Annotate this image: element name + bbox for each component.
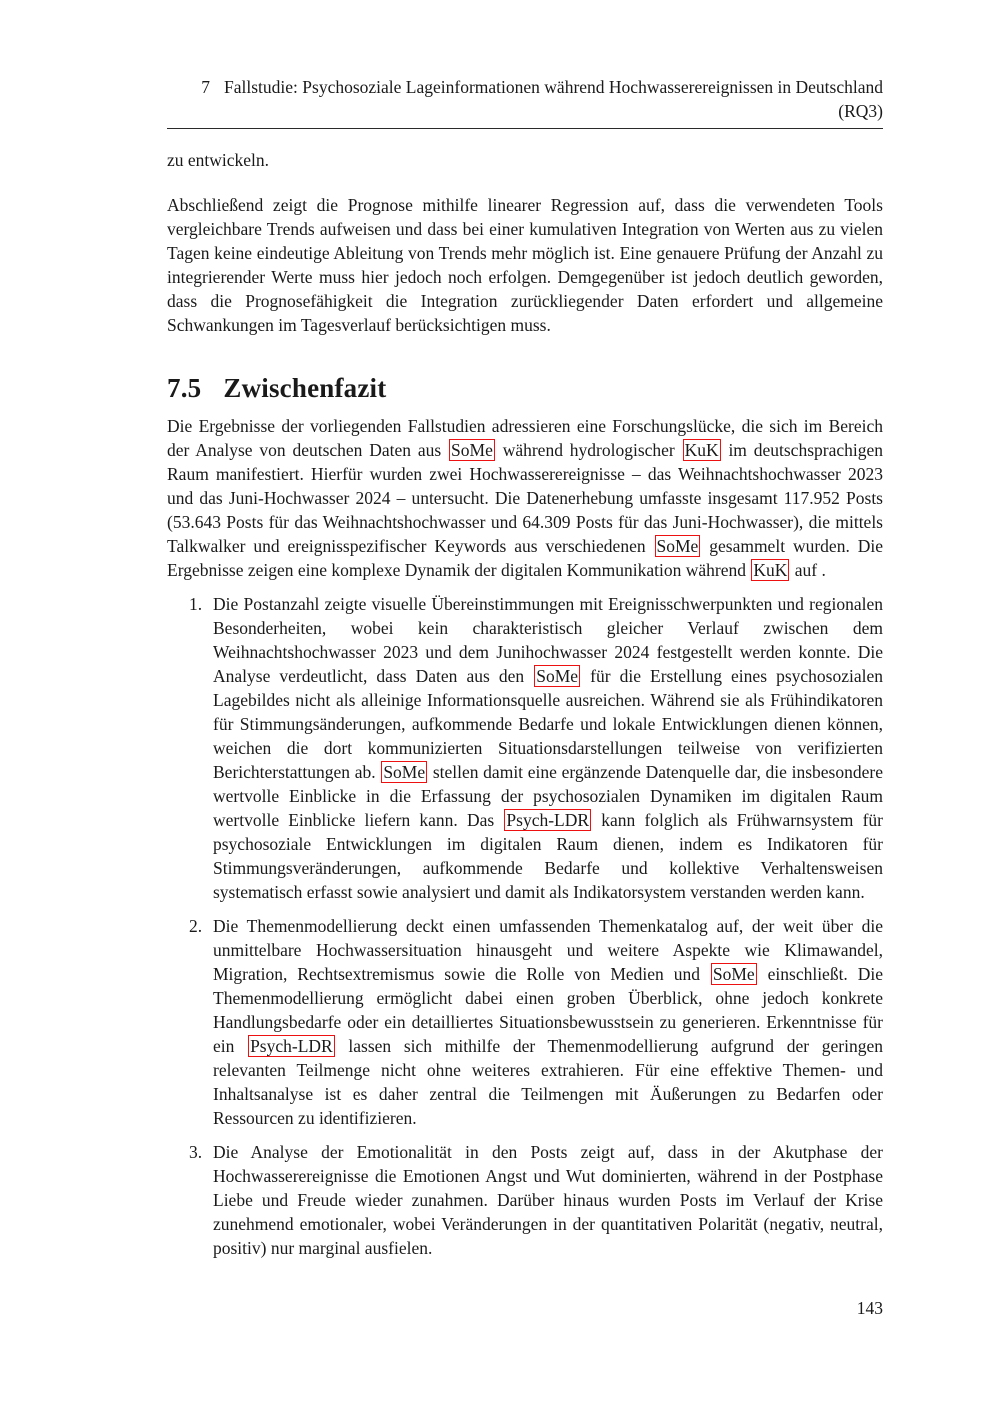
enumerate-list (167, 592, 883, 1260)
text-segment: Die Themenmodellierung deckt einen umfassenden Themenkatalog auf, der weit über die unmittelbare Hochwassersituation hinausgeht und weitere Aspekte wie Klimawandel, Migration, Rechtsextremismus sowie die Rolle von Medien und (213, 916, 883, 984)
text-segment: kann folglich als Frühwarnsystem für psychosoziale Entwicklungen im digitalen Raum dienen, indem es Indikatoren für Stimmungsveränderungen, aufkommende Bedarfe und kollektive Verhaltensweisen systematisch erfasst sowie analysiert und damit als Indikatorsystem verstanden werden kann. (213, 810, 884, 902)
prognose-paragraph: Abschließend zeigt die Prognose mithilfe linearer Regression auf, dass die verwendeten Tools vergleichbare Trends aufweisen und dass bei einer kumulativen Integration von Werten aus zu vielen Tagen keine eindeutige Ableitung von Trends mehr möglich ist. Eine genauere Prüfung der Anzahl zu integrierender Werte muss hier jedoch noch erfolgen. Demgegenüber ist jedoch deutlich geworden, dass die Prognosefähigkeit die Integration zurückliegender Daten erfordert und allgemeine Schwankungen im Tagesverlauf berücksichtigen muss. (167, 195, 883, 335)
section-number: 7.5 (167, 373, 202, 403)
section-heading (167, 372, 883, 404)
acronym-link-box[interactable]: SoMe (656, 536, 699, 556)
section-title: Zwischenfazit (223, 373, 387, 403)
text-segment: im deutschsprachigen Raum manifestiert. Hierfür wurden zwei Hochwasserereignisse – das Weihnachtshochwasser 2023 und das Juni-Hochwasser 2024 – untersucht. Die Datenerhebung umfasste insgesamt 117.952 Posts (53.643 Posts für das Weihnachtshochwasser und 64.309 Posts für das Juni-Hochwasser), die mittels Talkwalker und ereignisspezifischer Keywords aus verschiedenen (167, 440, 884, 556)
item-body (213, 1142, 883, 1258)
text-segment: Die Ergebnisse der vorliegenden Fallstudien adressieren eine Forschungslücke, die sich im Bereich der Analyse von deutschen Daten aus (167, 416, 883, 460)
text-segment: Die Analyse der Emotionalität in den Posts zeigt auf, dass in der Akutphase der Hochwasserereignisse die Emotionen Angst und Wut dominierten, während in der Postphase Liebe und Freude wieder zunahmen. Darüber hinaus wurden Posts im Verlauf der Krise zunehmend emotionaler, wobei Veränderungen in der quantitativen Polarität (negativ, neutral, positiv) nur marginal ausfielen. (213, 1142, 883, 1258)
text-segment: während hydrologischer (495, 440, 682, 460)
item-number: 3. (189, 1142, 203, 1162)
list-item-3 (167, 1140, 883, 1260)
text-segment: Die Postanzahl zeigte visuelle Übereinstimmungen mit Ereignisschwerpunkten und regionalen Besonderheiten, wobei kein charakteristisch gleicher Verlauf zwischen dem Weihnachtshochwasser 2023 und dem Junihochwasser 2024 festgestellt werden konnte. Die Analyse verdeutlicht, dass Daten aus den (213, 594, 883, 686)
list-item-1 (167, 592, 883, 904)
acronym-link-box[interactable]: Psych-LDR (506, 810, 590, 830)
text-segment: für die Erstellung eines psychosozialen Lagebildes nicht als alleinige Informationsquelle ausreichen. Während sie als Frühindikatoren für Stimmungsänderungen, aufkommende Bedarfe und lokale Entwicklungen dienen können, weichen die dort kommunizierten Situationsdarstellungen teilweise von verifizierten Berichterstattungen ab. (213, 666, 883, 782)
page-content (167, 76, 883, 1260)
acronym-link-box[interactable]: SoMe (451, 440, 493, 460)
text-segment: auf . (790, 560, 826, 580)
acronym-link-box[interactable]: Psych-LDR (250, 1036, 333, 1056)
text-segment: lassen sich mithilfe der Themenmodellierung aufgrund der geringen relevanten Teilmenge nicht ohne weiteres extrahieren. Für eine effektive Themen- und Inhaltsanalyse ist es daher zentral die Teilmengen mit Äußerungen zu Bedarfen oder Ressourcen zu identifizieren. (213, 1036, 883, 1128)
item-body (213, 916, 883, 1128)
item-number: 2. (189, 916, 203, 936)
text-segment: gesammelt wurden. Die Ergebnisse zeigen eine komplexe Dynamik der digitalen Kommunikation während (167, 536, 884, 580)
header-rule-divider (167, 128, 883, 129)
acronym-link-box[interactable]: KuK (753, 560, 788, 580)
results-paragraph (167, 414, 883, 582)
item-body (213, 594, 883, 902)
text-segment: einschließt. Die Themenmodellierung ermöglicht dabei einen groben Überblick, ohne jedoch konkrete Handlungsbedarfe oder ein detailliertes Situationsbewusstsein zu generieren. Erkenntnisse für ein (213, 964, 883, 1056)
item-number: 1. (189, 594, 203, 614)
acronym-link-box[interactable]: SoMe (536, 666, 579, 686)
running-header (167, 76, 883, 123)
intro-fragment-paragraph: zu entwickeln. (167, 150, 270, 170)
text-segment: stellen damit eine ergänzende Datenquelle dar, die insbesondere wertvolle Einblicke in die Erfassung der psychosozialen Dynamiken im digitalen Raum wertvolle Einblicke liefern kann. Das (213, 762, 883, 830)
list-item-2 (167, 914, 883, 1130)
acronym-link-box[interactable]: KuK (684, 440, 719, 460)
page-number: 143 (856, 1298, 883, 1318)
header-chapter-number: 7 (201, 77, 211, 97)
acronym-link-box[interactable]: SoMe (712, 964, 755, 984)
acronym-link-box[interactable]: SoMe (383, 762, 426, 782)
header-title: Fallstudie: Psychosoziale Lageinformationen während Hochwasserereignissen in Deutschland (RQ3) (224, 77, 883, 121)
